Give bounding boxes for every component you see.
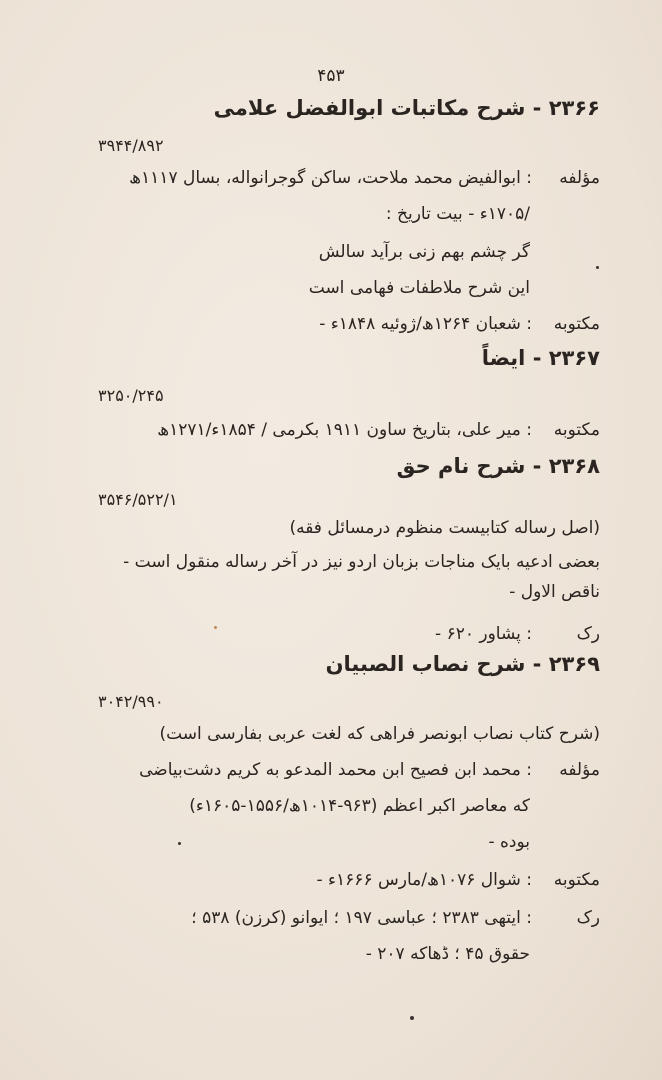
entry-2366-verse1: گر چشم بهم زنی برآید سالش [318,242,530,262]
entry-2369-author-line2: که معاصر اکبر اعظم (۹۶۳-۱۰۱۴ھ/۱۵۵۶-۱۶۰۵ء) [189,796,530,816]
entry-2366-verse2: این شرح ملاطفات فهامی است [308,278,530,298]
scan-dot [596,266,599,269]
entry-2368-see-label: رک [576,624,600,644]
entry-2367-copied: : میر علی، بتاریخ ساون ۱۹۱۱ بکرمی / ۱۸۵۴ء/۱۲۷۱ھ [157,420,532,440]
entry-2369-ref: ۳۰۴۲/۹۹۰ [98,692,164,711]
entry-2367-ref: ۳۲۵۰/۲۴۵ [98,386,164,405]
entry-2369-author-label: مؤلفه [559,760,600,780]
entry-2368-heading: ۲۳۶۸ - شرح نام حق [396,454,600,478]
page-number: ۴۵۳ [317,66,345,86]
scan-speck [214,626,217,629]
entry-2369-see-line1: : ایتهی ۲۳۸۳ ؛ عباسی ۱۹۷ ؛ ایوانو (کرزن) ۵۳۸ ؛ [191,908,532,928]
entry-2369-copied-label: مکتوبه [553,870,600,890]
entry-2366-copied-label: مکتوبه [553,314,600,334]
scan-dot [410,1016,414,1020]
entry-2369-see-label: رک [576,908,600,928]
entry-2369-see-line2: حقوق ۴۵ ؛ ڈھاکه ۲۰۷ - [365,944,530,964]
entry-2368-see: : پشاور ۶۲۰ - [435,624,532,644]
entry-2366-author-line1: : ابوالفیض محمد ملاحت، ساکن گوجرانواله، بسال ۱۱۱۷ھ [129,168,532,188]
entry-2369-author-line3: بوده - [488,832,530,852]
entry-2369-copied: : شوال ۱۰۷۶ھ/مارس ۱۶۶۶ء - [316,870,532,890]
entry-2366-author-label: مؤلفه [559,168,600,188]
entry-2368-note2: بعضی ادعیه بایک مناجات بزبان اردو نیز در آخر رساله منقول است - [123,552,600,572]
entry-2368-note1: (اصل رساله کتابیست منظوم درمسائل فقه) [289,518,600,538]
entry-2366-author-line2: /۱۷۰۵ء - بیت تاریخ : [385,204,530,224]
entry-2367-heading: ۲۳۶۷ - ایضاً [481,346,600,370]
entry-2366-heading: ۲۳۶۶ - شرح مکاتبات ابوالفضل علامی [213,96,600,120]
entry-2368-note3: ناقص الاول - [509,582,600,602]
entry-2367-copied-label: مکتوبه [553,420,600,440]
entry-2369-note1: (شرح کتاب نصاب ابونصر فراهی که لغت عربی بفارسی است) [159,724,600,744]
entry-2366-copied: : شعبان ۱۲۶۴ھ/ژوئیه ۱۸۴۸ء - [319,314,532,334]
scan-dot [178,842,181,845]
entry-2366-ref: ۳۹۴۴/۸۹۲ [98,136,164,155]
entry-2368-ref: ۳۵۴۶/۵۲۲/۱ [98,490,178,509]
entry-2369-author-line1: : محمد ابن فصیح ابن محمد المدعو به کریم دشت‌بیاضی [139,760,532,780]
entry-2369-heading: ۲۳۶۹ - شرح نصاب الصبیان [325,652,600,676]
